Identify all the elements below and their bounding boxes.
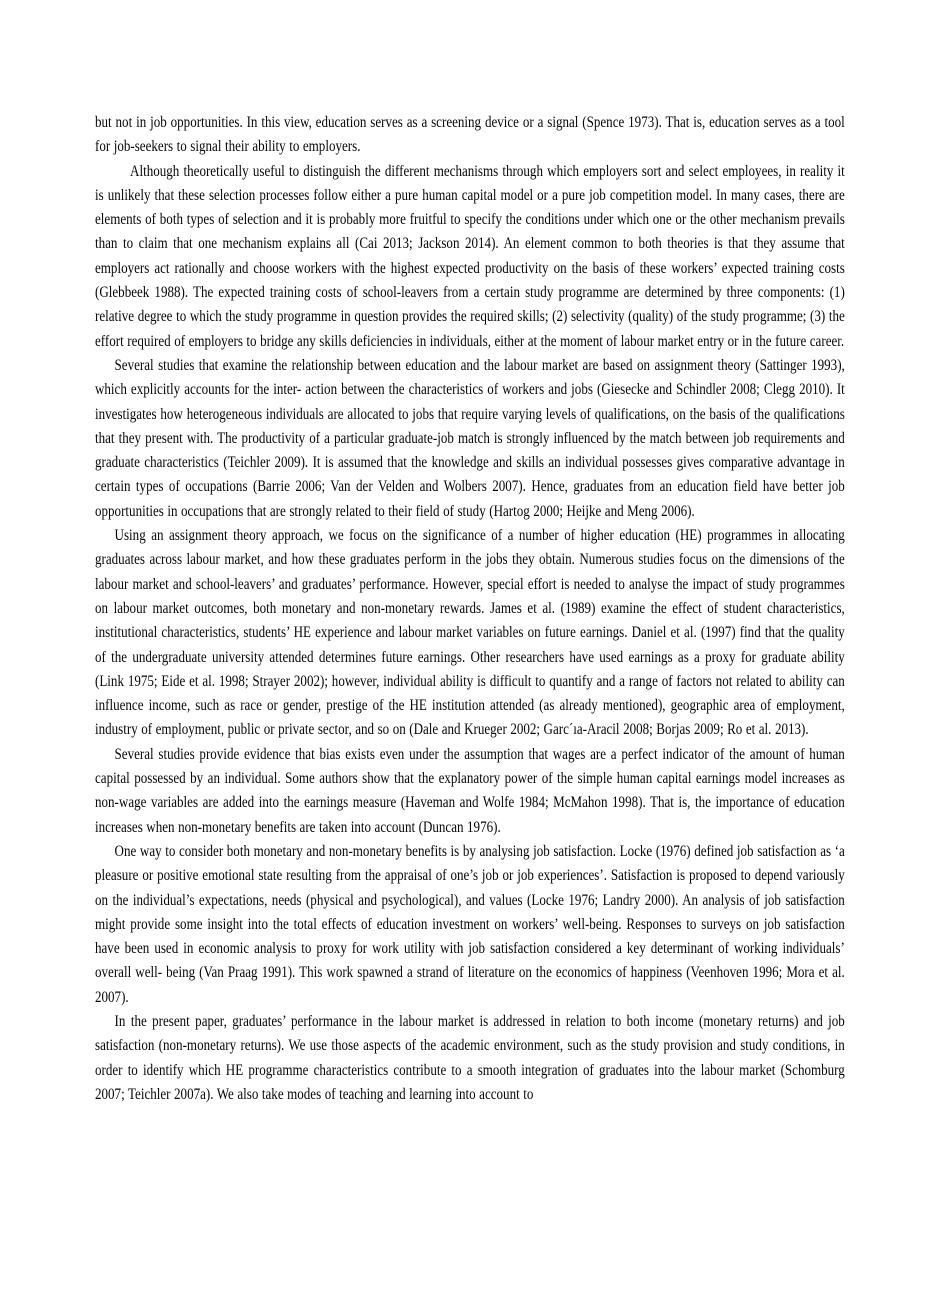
paragraph: Several studies provide evidence that bias exists even under the assumption that wages are a perfect indicator of the amount of human capital possessed by an individual. Some authors show that the explanatory power of the simple human capital earnings model increases as non-wage variables are added into the earnings measure (Haveman and Wolfe 1984; McMahon 1998). That is, the importance of education increases when non-monetary benefits are taken into account (Duncan 1976).	[95, 745, 845, 836]
paragraph-continuation: but not in job opportunities. In this view, education serves as a screening device or a signal (Spence 1973). That is, education serves as a tool for job-seekers to signal their ability to employers.	[95, 114, 845, 156]
page-body-text	[95, 111, 845, 1107]
paragraph: Using an assignment theory approach, we focus on the significance of a number of higher education (HE) programmes in allocating graduates across labour market, and how these graduates perform in the jobs they obtain. Numerous studies focus on the dimensions of the labour market and school-leavers’ and graduates’ performance. However, special effort is needed to analyse the impact of study programmes on labour market outcomes, both monetary and non-monetary rewards. James et al. (1989) examine the effect of student characteristics, institutional characteristics, students’ HE experience and labour market variables on future earnings. Daniel et al. (1997) find that the quality of the undergraduate university attended determines future earnings. Other researchers have used earnings as a proxy for graduate ability (Link 1975; Eide et al. 1998; Strayer 2002); however, individual ability is difficult to quantify and a range of factors not related to ability can influence income, such as race or gender, prestige of the HE institution attended (as already mentioned), geographic area of employment, industry of employment, public or private sector, and so on (Dale and Krueger 2002; Garc´ıa-Aracil 2008; Borjas 2009; Ro et al. 2013).	[95, 527, 845, 739]
paragraph: In the present paper, graduates’ performance in the labour market is addressed in relation to both income (monetary returns) and job satisfaction (non-monetary returns). We use those aspects of the academic environment, such as the study provision and study conditions, in order to identify which HE programme characteristics contribute to a smooth integration of graduates into the labour market (Schomburg 2007; Teichler 2007a). We also take modes of teaching and learning into account to	[95, 1012, 845, 1103]
paragraph: Although theoretically useful to distinguish the different mechanisms through which employers sort and select employees, in reality it is unlikely that these selection processes follow either a pure human capital model or a pure job competition model. In many cases, there are elements of both types of selection and it is probably more fruitful to specify the conditions under which one or the other mechanism prevails than to claim that one mechanism explains all (Cai 2013; Jackson 2014). An element common to both theories is that they assume that employers act rationally and choose workers with the highest expected productivity on the basis of these workers’ expected training costs (Glebbeek 1988). The expected training costs of school-leavers from a certain study programme are determined by three components: (1) relative degree to which the study programme in question provides the required skills; (2) selectivity (quality) of the study programme; (3) the effort required of employers to bridge any skills deficiencies in individuals, either at the moment of labour market entry or in the future career.	[95, 162, 845, 350]
paragraph: One way to consider both monetary and non-monetary benefits is by analysing job satisfaction. Locke (1976) defined job satisfaction as ‘a pleasure or positive emotional state resulting from the appraisal of one’s job or job experiences’. Satisfaction is proposed to depend variously on the individual’s expectations, needs (physical and psychological), and values (Locke 1976; Landry 2000). An analysis of job satisfaction might provide some insight into the total effects of education investment on workers’ well-being. Responses to surveys on job satisfaction have been used in economic analysis to proxy for work utility with job satisfaction considered a key determinant of working individuals’ overall well- being (Van Praag 1991). This work spawned a strand of literature on the economics of happiness (Veenhoven 1996; Mora et al. 2007).	[95, 842, 845, 1006]
paragraph: Several studies that examine the relationship between education and the labour market are based on assignment theory (Sattinger 1993), which explicitly accounts for the inter- action between the characteristics of workers and jobs (Giesecke and Schindler 2008; Clegg 2010). It investigates how heterogeneous individuals are allocated to jobs that require varying levels of qualifications, on the basis of the qualifications that they present with. The productivity of a particular graduate-job match is strongly influenced by the match between job requirements and graduate characteristics (Teichler 2009). It is assumed that the knowledge and skills an individual possesses gives comparative advantage in certain types of occupations (Barrie 2006; Van der Velden and Wolbers 2007). Hence, graduates from an education field have better job opportunities in occupations that are strongly related to their field of study (Hartog 2000; Heijke and Meng 2006).	[95, 356, 845, 520]
